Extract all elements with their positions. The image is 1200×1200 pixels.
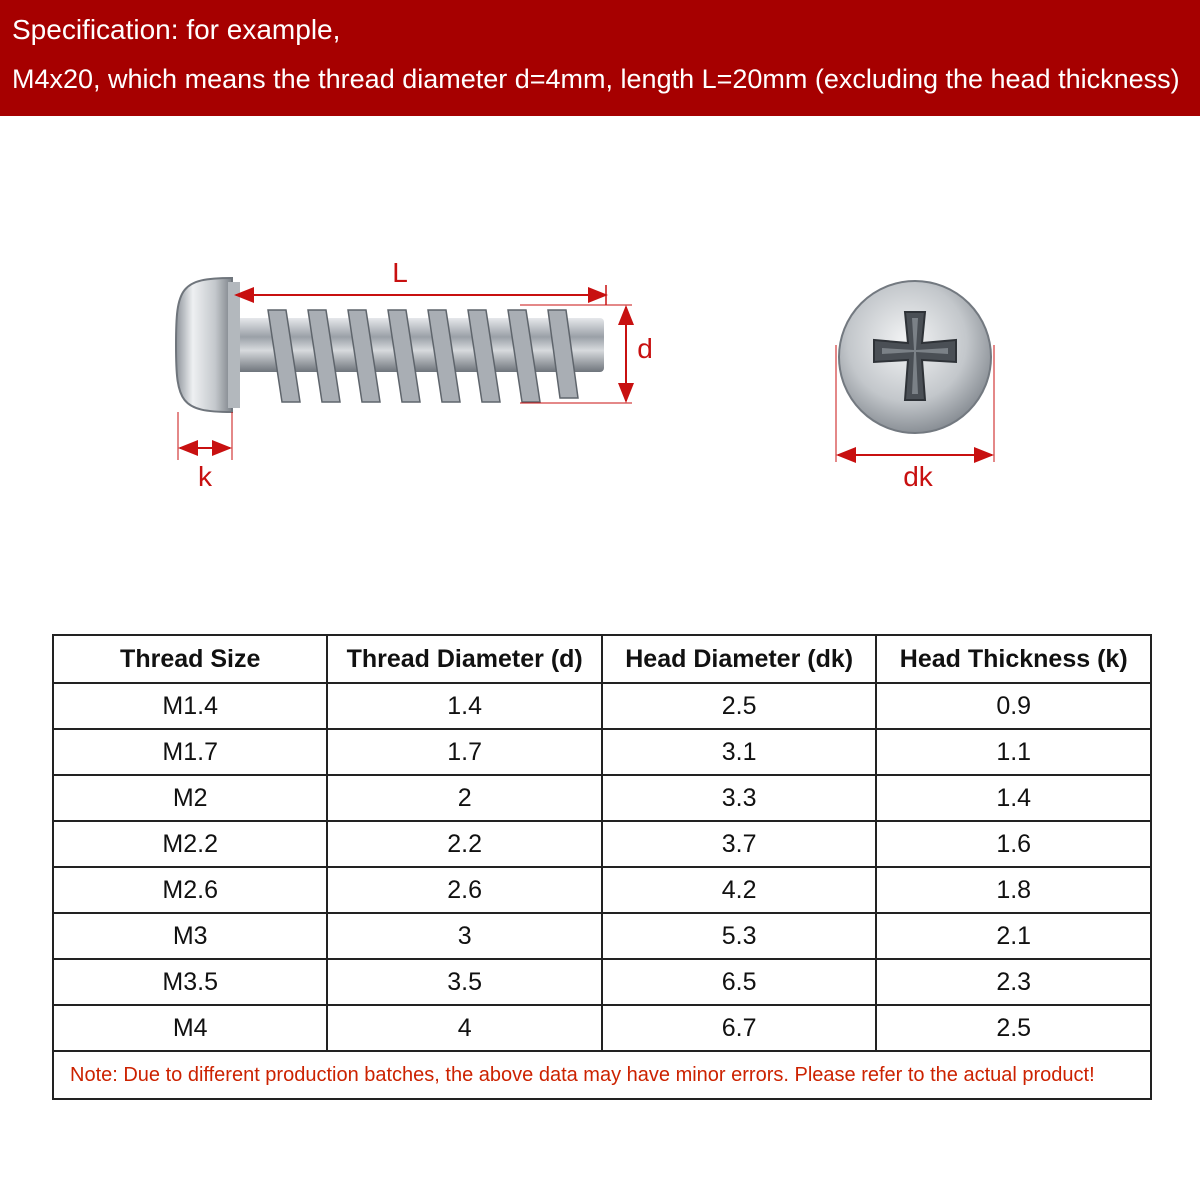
cell-head-thickness: 0.9 xyxy=(876,683,1151,729)
table-row xyxy=(53,683,1151,729)
cell-thread-size: M1.7 xyxy=(53,729,327,775)
cell-head-thickness: 1.4 xyxy=(876,775,1151,821)
cell-head-diameter: 3.1 xyxy=(602,729,877,775)
col-thread-size: Thread Size xyxy=(53,635,327,683)
table-row xyxy=(53,729,1151,775)
table-row xyxy=(53,1005,1151,1051)
col-head-diameter: Head Diameter (dk) xyxy=(602,635,877,683)
header-banner xyxy=(0,0,1200,116)
table-row xyxy=(53,959,1151,1005)
cell-thread-size: M1.4 xyxy=(53,683,327,729)
cell-thread-diameter: 4 xyxy=(327,1005,602,1051)
table-row xyxy=(53,867,1151,913)
table-note: Note: Due to different production batches, the above data may have minor errors. Please refer to the actual product! xyxy=(53,1051,1151,1099)
cell-head-thickness: 2.5 xyxy=(876,1005,1151,1051)
cell-thread-diameter: 2 xyxy=(327,775,602,821)
spec-title: Specification: for example, xyxy=(12,14,341,45)
label-k: k xyxy=(198,461,212,492)
note-row xyxy=(53,1051,1151,1099)
cell-thread-size: M4 xyxy=(53,1005,327,1051)
col-thread-diameter: Thread Diameter (d) xyxy=(327,635,602,683)
spec-example: M4x20, which means the thread diameter d=4mm, length L=20mm (excluding the head thickness) xyxy=(12,64,1180,94)
cell-head-diameter: 2.5 xyxy=(602,683,877,729)
cell-thread-diameter: 3.5 xyxy=(327,959,602,1005)
cell-thread-diameter: 1.7 xyxy=(327,729,602,775)
spec-table xyxy=(52,634,1152,1100)
screw-diagram xyxy=(0,116,1200,616)
label-dk: dk xyxy=(903,461,933,492)
cell-thread-size: M2.6 xyxy=(53,867,327,913)
cell-head-thickness: 2.3 xyxy=(876,959,1151,1005)
cell-thread-size: M2.2 xyxy=(53,821,327,867)
cell-head-diameter: 5.3 xyxy=(602,913,877,959)
cell-head-thickness: 1.8 xyxy=(876,867,1151,913)
cell-head-thickness: 1.1 xyxy=(876,729,1151,775)
cell-head-thickness: 2.1 xyxy=(876,913,1151,959)
screw-top-view xyxy=(839,281,991,433)
col-head-thickness: Head Thickness (k) xyxy=(876,635,1151,683)
label-d: d xyxy=(637,333,653,364)
table-row xyxy=(53,913,1151,959)
cell-thread-size: M3 xyxy=(53,913,327,959)
screw-side-view xyxy=(176,278,604,412)
cell-thread-diameter: 2.6 xyxy=(327,867,602,913)
cell-head-diameter: 3.3 xyxy=(602,775,877,821)
cell-thread-size: M3.5 xyxy=(53,959,327,1005)
cell-thread-diameter: 1.4 xyxy=(327,683,602,729)
cell-head-diameter: 4.2 xyxy=(602,867,877,913)
cell-head-diameter: 3.7 xyxy=(602,821,877,867)
table-header-row xyxy=(53,635,1151,683)
cell-thread-diameter: 3 xyxy=(327,913,602,959)
cell-thread-size: M2 xyxy=(53,775,327,821)
cell-head-diameter: 6.5 xyxy=(602,959,877,1005)
cell-head-diameter: 6.7 xyxy=(602,1005,877,1051)
table-row xyxy=(53,775,1151,821)
cell-thread-diameter: 2.2 xyxy=(327,821,602,867)
label-L: L xyxy=(392,257,408,288)
table-row xyxy=(53,821,1151,867)
cell-head-thickness: 1.6 xyxy=(876,821,1151,867)
